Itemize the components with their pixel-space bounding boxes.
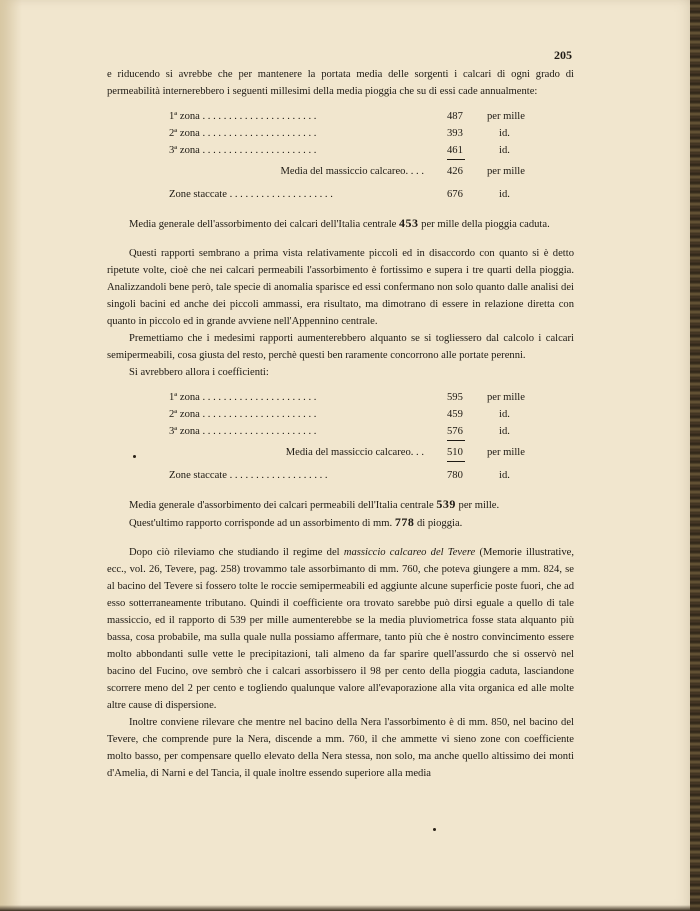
table-row: 2ª zona . . . . . . . . . . . . . . . . . . . . . . 393 id. [169,128,510,139]
page-body [107,66,574,782]
permeability-table-2 [107,389,574,484]
sum-rule [107,461,574,465]
permeability-table-1 [107,108,574,203]
table-row: 1ª zona . . . . . . . . . . . . . . . . . . . . . . 487 per mille [169,111,525,122]
media-generale-2-value: 539 [436,497,456,511]
quest-ultimo: Quest'ultimo rapporto corrisponde ad un assorbimento di mm. 778 di pioggia. [129,515,463,529]
print-speck [433,828,436,831]
media-generale-2: Media generale d'assorbimento dei calcari permeabili dell'Italia centrale 539 per mille. [129,497,500,511]
paragraph-coefficienti: Si avrebbero allora i coefficienti: [129,367,269,378]
quest-ultimo-value: 778 [394,515,415,529]
table-row-media: Media del massiccio calcareo. . . 510 per mille [285,447,525,458]
paragraph-dopo: Dopo ciò rileviamo che studiando il regime del massiccio calcareo del Tevere (Memorie illustrative, ecc., vol. 26, Tevere, pag. 258) trovammo tale assorbimanto di mm. 760, che poteva giungere a mm. 824, se al bacino del Tevere si fossero tolte le roccie semipermeabili ed aggiunte alcune superficie poste fuori, che ad esso sotterraneamente tributano. Quindi il coefficiente ora trovato sarebbe può dirsi eguale a quello di tale massiccio, ed il rapporto di 539 per mille aumenterebbe se la media pluviometrica fosse stata alquanto più bassa, cosa probabile, ma sulla quale nulla possiamo affermare, tanto più che è nostro convincimento essere molto abbondanti sulle vette le precipitazioni, tali almeno da far sparire quell'assurdo che si osservò nel bacino del Fucino, ove sembrò che i calcari assorbissero il 98 per cento della pioggia caduta, lasciandone scorrere meno del 2 per cento e togliendo qualunque valore all'evaporazione alla vita organica ed alle molte altre cause di dispersione. [107,547,574,711]
paragraph-inoltre: Inoltre conviene rilevare che mentre nel bacino della Nera l'assorbimento è di mm. 850, nel bacino del Tevere, che comprende pure la Nera, discende a mm. 760, il che ammette vi sieno zone con coefficiente molto basso, per compensare quello elevato della Nera stessa, non solo, ma anche quello altissimo dei monti d'Amelia, di Narni e del Tancia, il quale inoltre essendo superiore alla media [107,717,574,779]
paragraph-questi: Questi rapporti sembrano a prima vista relativamente piccoli ed in disaccordo con quanto si è detto ripetute volte, cioè che nei calcari permeabili l'assorbimento è fortissimo e supera i tre quarti della pioggia. Analizzandoli bene però, tale specie di anomalia sparisce ed essi confermano non solo quanto dalle analisi dei singoli bacini ed anche dei piccoli ammassi, era risultato, ma dimotrano di essere in relazione diretta con quanto in piccolo ed in grande avviene nell'Appennino centrale. [107,248,574,327]
table-row: 2ª zona . . . . . . . . . . . . . . . . . . . . . . 459 id. [169,409,510,420]
print-speck [133,455,136,458]
media-generale-1: Media generale dell'assorbimento dei calcari dell'Italia centrale 453 per mille della pioggia caduta. [129,216,550,230]
media-generale-1-value: 453 [399,216,419,230]
table-row: 1ª zona . . . . . . . . . . . . . . . . . . . . . . 595 per mille [169,392,525,403]
table-row-staccate: Zone staccate . . . . . . . . . . . . . . . . . . . . 676 id. [169,189,510,200]
table-row-staccate: Zone staccate . . . . . . . . . . . . . . . . . . . 780 id. [169,470,510,481]
paragraph-premettiamo: Premettiamo che i medesimi rapporti aumenterebbero alquanto se si togliessero dal calcolo i calcari semipermeabili, cosa giusta del resto, perchè questi ben raramente concorrono alle portate perenni. [107,333,574,361]
page-edge [690,0,700,911]
italic-title: massiccio calcareo del Tevere [343,547,476,558]
intro-paragraph: e riducendo si avrebbe che per mantenere la portata media delle sorgenti i calcari di ogni grado di permeabilità internerebbero i seguenti millesimi della media pioggia che su di essi cade annualmente: [107,69,574,97]
table-row: 3ª zona . . . . . . . . . . . . . . . . . . . . . . 576 id. [169,426,510,437]
page-bottom-edge [0,905,700,911]
page-number: 205 [554,48,572,62]
table-row: 3ª zona . . . . . . . . . . . . . . . . . . . . . . 461 id. [169,145,510,156]
page-gutter-shadow [0,0,22,911]
table-row-media: Media del massiccio calcareo. . . . 426 per mille [280,166,525,177]
